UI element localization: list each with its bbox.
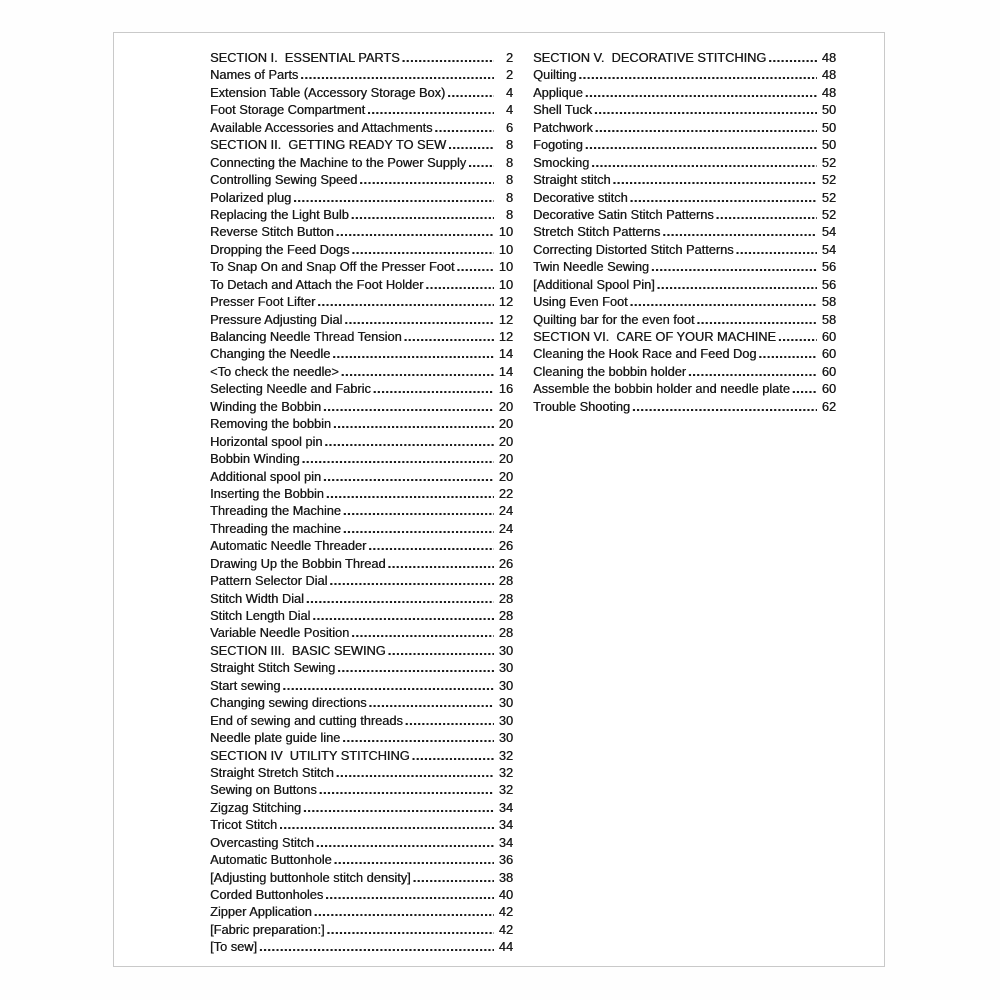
toc-entry-label: Quilting bar for the even foot — [533, 311, 695, 327]
dot-leader — [327, 921, 494, 938]
dot-leader — [343, 502, 494, 519]
toc-entry — [533, 258, 836, 275]
toc-section-entry — [210, 747, 513, 764]
toc-entry-label: SECTION II. GETTING READY TO SEW — [210, 137, 447, 153]
toc-entry-page-number: 30 — [498, 677, 513, 693]
toc-entry-page-number: 48 — [821, 67, 836, 83]
toc-entry-page-number: 34 — [498, 834, 513, 850]
dot-leader — [319, 781, 494, 798]
toc-entry-label: Inserting the Bobbin — [210, 485, 324, 501]
toc-entry-page-number: 20 — [498, 468, 513, 484]
dot-leader — [342, 729, 494, 746]
toc-entry-page-number: 10 — [498, 224, 513, 240]
toc-entry-label: To Detach and Attach the Foot Holder — [210, 276, 424, 292]
dot-leader — [468, 154, 494, 171]
toc-entry-page-number: 4 — [505, 102, 513, 118]
toc-entry-label: Pressure Adjusting Dial — [210, 311, 343, 327]
toc-entry-page-number: 32 — [498, 782, 513, 798]
dot-leader — [333, 415, 494, 432]
toc-entry-label: Decorative stitch — [533, 189, 628, 205]
toc-entry-page-number: 60 — [821, 346, 836, 362]
dot-leader — [716, 206, 817, 223]
toc-section-entry — [533, 49, 836, 66]
toc-entry-label: SECTION III. BASIC SEWING — [210, 642, 386, 658]
toc-entry-label: Fogoting — [533, 137, 583, 153]
dot-leader — [388, 642, 494, 659]
dot-leader — [578, 66, 817, 83]
toc-entry-label: Sewing on Buttons — [210, 782, 317, 798]
toc-entry-page-number: 62 — [821, 398, 836, 414]
toc-entry-page-number: 10 — [498, 276, 513, 292]
toc-entry-label: Pattern Selector Dial — [210, 573, 328, 589]
toc-entry — [210, 189, 513, 206]
toc-entry-page-number: 30 — [498, 642, 513, 658]
toc-entry-page-number: 32 — [498, 747, 513, 763]
toc-entry-label: Connecting the Machine to the Power Supply — [210, 154, 467, 170]
dot-leader — [334, 851, 494, 868]
toc-entry — [210, 764, 513, 781]
dot-leader — [792, 380, 817, 397]
toc-section-entry — [210, 136, 513, 153]
toc-entry — [210, 886, 513, 903]
toc-entry-label: Decorative Satin Stitch Patterns — [533, 206, 714, 222]
toc-entry-page-number: 20 — [498, 433, 513, 449]
toc-entry-label: Overcasting Stitch — [210, 834, 314, 850]
toc-entry — [533, 189, 836, 206]
toc-entry-label: <To check the needle> — [210, 363, 339, 379]
dot-leader — [585, 136, 817, 153]
dot-leader — [434, 119, 494, 136]
toc-entry — [533, 101, 836, 118]
toc-entry-page-number: 48 — [821, 50, 836, 65]
dot-leader — [412, 747, 494, 764]
toc-entry-page-number: 60 — [821, 329, 836, 344]
toc-entry-label: Needle plate guide line — [210, 730, 341, 746]
toc-entry-page-number: 14 — [498, 363, 513, 379]
toc-entry-label: Straight Stretch Stitch — [210, 764, 334, 780]
toc-entry — [210, 293, 513, 310]
toc-entry-page-number: 60 — [821, 381, 836, 397]
dot-leader — [662, 223, 817, 240]
toc-entry-label: Polarized plug — [210, 189, 292, 205]
toc-entry-label: SECTION IV UTILITY STITCHING — [210, 747, 410, 763]
toc-entry-label: Tricot Stitch — [210, 817, 278, 833]
dot-leader — [368, 537, 494, 554]
toc-entry — [533, 66, 836, 83]
dot-leader — [336, 223, 494, 240]
toc-entry — [210, 415, 513, 432]
dot-leader — [341, 363, 494, 380]
dot-leader — [696, 311, 817, 328]
toc-entry — [210, 834, 513, 851]
toc-entry-page-number: 34 — [498, 799, 513, 815]
toc-entry-label: Controlling Sewing Speed — [210, 172, 358, 188]
toc-entry-label: End of sewing and cutting threads — [210, 712, 403, 728]
toc-entry — [533, 241, 836, 258]
toc-entry-label: Stitch Length Dial — [210, 608, 311, 623]
toc-entry-label: SECTION I. ESSENTIAL PARTS — [210, 50, 400, 65]
toc-entry-page-number: 4 — [505, 84, 513, 100]
toc-entry-label: Cleaning the Hook Race and Feed Dog — [533, 346, 757, 362]
dot-leader — [632, 398, 817, 415]
dot-leader — [316, 834, 494, 851]
dot-leader — [337, 659, 494, 676]
toc-section-entry — [533, 328, 836, 345]
toc-entry-label: Presser Foot Lifter — [210, 294, 316, 310]
toc-entry-page-number: 8 — [505, 137, 513, 153]
toc-entry — [210, 712, 513, 729]
toc-entry-label: Patchwork — [533, 119, 593, 135]
toc-entry-label: Names of Parts — [210, 67, 299, 83]
dot-leader — [351, 241, 494, 258]
toc-entry-page-number: 38 — [498, 869, 513, 885]
dot-leader — [736, 241, 817, 258]
dot-leader — [387, 555, 494, 572]
dot-leader — [367, 101, 494, 118]
dot-leader — [259, 938, 494, 955]
toc-entry — [210, 258, 513, 275]
toc-entry-page-number: 28 — [498, 625, 513, 641]
toc-entry — [210, 345, 513, 362]
dot-leader — [778, 328, 817, 345]
dot-leader — [314, 903, 494, 920]
toc-entry-page-number: 8 — [505, 154, 513, 170]
toc-entry-label: Automatic Needle Threader — [210, 538, 367, 554]
dot-leader — [332, 345, 494, 362]
toc-entry — [210, 677, 513, 694]
toc-entry — [210, 223, 513, 240]
toc-entry-page-number: 28 — [498, 573, 513, 589]
toc-entry — [210, 171, 513, 188]
dot-leader — [447, 84, 494, 101]
toc-entry — [210, 276, 513, 293]
manual-toc-page — [113, 32, 885, 967]
dot-leader — [594, 101, 817, 118]
toc-entry-label: Automatic Buttonhole — [210, 852, 332, 868]
toc-entry — [210, 921, 513, 938]
dot-leader — [758, 345, 817, 362]
toc-entry-label: SECTION VI. CARE OF YOUR MACHINE — [533, 329, 776, 344]
dot-leader — [323, 398, 494, 415]
toc-entry-label: Corded Buttonholes — [210, 887, 324, 902]
toc-entry — [210, 433, 513, 450]
table-of-contents — [210, 49, 836, 956]
dot-leader — [293, 189, 494, 206]
toc-entry-page-number: 52 — [821, 154, 836, 170]
dot-leader — [402, 49, 494, 66]
toc-entry — [210, 398, 513, 415]
toc-entry-page-number: 42 — [498, 921, 513, 937]
toc-entry-page-number: 24 — [498, 520, 513, 536]
dot-leader — [329, 572, 494, 589]
toc-entry-page-number: 60 — [821, 363, 836, 379]
toc-entry-label: Changing sewing directions — [210, 695, 367, 711]
toc-entry-page-number: 52 — [821, 189, 836, 205]
toc-entry-page-number: 6 — [505, 119, 513, 135]
dot-leader — [448, 136, 494, 153]
toc-entry-page-number: 56 — [821, 276, 836, 292]
toc-entry — [210, 537, 513, 554]
dot-leader — [323, 468, 494, 485]
toc-entry — [210, 66, 513, 83]
toc-entry-page-number: 16 — [498, 381, 513, 397]
dot-leader — [300, 66, 494, 83]
toc-entry — [210, 84, 513, 101]
toc-entry-page-number: 10 — [498, 259, 513, 275]
dot-leader — [768, 49, 817, 66]
toc-entry-label: Quilting — [533, 67, 577, 83]
toc-entry-page-number: 30 — [498, 695, 513, 711]
toc-entry — [210, 555, 513, 572]
toc-entry — [210, 154, 513, 171]
toc-entry-page-number: 2 — [505, 67, 513, 83]
toc-entry — [533, 206, 836, 223]
toc-entry — [210, 781, 513, 798]
dot-leader — [404, 328, 494, 345]
dot-leader — [688, 363, 817, 380]
toc-entry-label: Using Even Foot — [533, 294, 628, 310]
toc-entry — [533, 136, 836, 153]
toc-entry — [533, 119, 836, 136]
toc-entry-page-number: 52 — [821, 172, 836, 188]
toc-entry-label: Foot Storage Compartment — [210, 102, 366, 118]
dot-leader — [369, 694, 495, 711]
toc-entry — [533, 84, 836, 101]
toc-entry-page-number: 12 — [498, 294, 513, 310]
toc-entry-label: Threading the machine — [210, 520, 341, 536]
toc-entry — [533, 345, 836, 362]
toc-entry-page-number: 8 — [505, 189, 513, 205]
toc-entry-page-number: 44 — [498, 939, 513, 955]
toc-entry — [210, 485, 513, 502]
dot-leader — [279, 816, 494, 833]
toc-entry-label: Straight stitch — [533, 172, 611, 188]
toc-entry-page-number: 54 — [821, 241, 836, 257]
dot-leader — [324, 433, 494, 450]
toc-entry — [210, 363, 513, 380]
toc-entry-label: Threading the Machine — [210, 503, 341, 519]
dot-leader — [591, 154, 817, 171]
toc-entry — [210, 799, 513, 816]
toc-entry-label: Zigzag Stitching — [210, 799, 302, 815]
toc-entry — [210, 206, 513, 223]
toc-entry-label: Replacing the Light Bulb — [210, 206, 349, 222]
toc-entry-label: [To sew] — [210, 939, 257, 955]
toc-entry — [533, 293, 836, 310]
toc-entry — [210, 729, 513, 746]
toc-entry — [210, 590, 513, 607]
dot-leader — [585, 84, 817, 101]
toc-entry-label: Straight Stitch Sewing — [210, 660, 336, 676]
dot-leader — [425, 276, 494, 293]
toc-entry-page-number: 32 — [498, 764, 513, 780]
toc-entry-page-number: 14 — [498, 346, 513, 362]
toc-entry — [210, 119, 513, 136]
dot-leader — [456, 258, 494, 275]
dot-leader — [413, 869, 494, 886]
toc-entry-label: Shell Tuck — [533, 102, 593, 118]
toc-entry-page-number: 54 — [821, 224, 836, 240]
toc-entry — [533, 154, 836, 171]
toc-entry-label: Drawing Up the Bobbin Thread — [210, 555, 386, 571]
toc-entry-page-number: 52 — [821, 206, 836, 222]
toc-entry-page-number: 36 — [498, 852, 513, 868]
toc-entry-page-number: 34 — [498, 817, 513, 833]
toc-entry — [210, 101, 513, 118]
toc-entry — [533, 276, 836, 293]
toc-entry — [210, 659, 513, 676]
toc-entry — [210, 468, 513, 485]
dot-leader — [312, 607, 494, 624]
toc-entry — [210, 380, 513, 397]
toc-section-entry — [210, 49, 513, 66]
toc-entry-label: Stitch Width Dial — [210, 590, 304, 606]
toc-section-entry — [210, 642, 513, 659]
toc-column-left — [210, 49, 513, 956]
dot-leader — [326, 485, 494, 502]
toc-entry — [210, 869, 513, 886]
toc-entry-page-number: 12 — [498, 311, 513, 327]
toc-entry-page-number: 12 — [498, 329, 513, 344]
dot-leader — [405, 712, 494, 729]
toc-entry-label: Assemble the bobbin holder and needle plate — [533, 381, 790, 397]
toc-entry — [210, 572, 513, 589]
toc-entry — [210, 241, 513, 258]
toc-entry — [210, 816, 513, 833]
toc-entry-page-number: 50 — [821, 119, 836, 135]
dot-leader — [336, 764, 494, 781]
toc-entry-label: Applique — [533, 84, 583, 100]
toc-entry-label: Removing the bobbin — [210, 416, 331, 432]
toc-entry-label: Dropping the Feed Dogs — [210, 241, 350, 257]
dot-leader — [373, 380, 494, 397]
toc-entry-label: Bobbin Winding — [210, 451, 300, 467]
toc-entry-label: [Additional Spool Pin] — [533, 276, 655, 292]
toc-entry-page-number: 28 — [498, 608, 513, 623]
toc-entry — [210, 520, 513, 537]
dot-leader — [282, 677, 494, 694]
dot-leader — [325, 886, 494, 903]
dot-leader — [630, 189, 817, 206]
toc-entry — [533, 171, 836, 188]
toc-entry-page-number: 50 — [821, 137, 836, 153]
toc-entry-label: Twin Needle Sewing — [533, 259, 649, 275]
toc-entry-label: Available Accessories and Attachments — [210, 119, 433, 135]
dot-leader — [630, 293, 817, 310]
toc-entry-page-number: 40 — [498, 887, 513, 902]
toc-entry-label: Horizontal spool pin — [210, 433, 323, 449]
toc-entry-label: Stretch Stitch Patterns — [533, 224, 661, 240]
toc-entry-page-number: 28 — [498, 590, 513, 606]
toc-entry-label: [Fabric preparation:] — [210, 921, 325, 937]
toc-entry-page-number: 10 — [498, 241, 513, 257]
toc-entry — [210, 903, 513, 920]
toc-entry — [210, 694, 513, 711]
toc-entry-page-number: 2 — [505, 50, 513, 65]
toc-entry-label: Selecting Needle and Fabric — [210, 381, 371, 397]
toc-entry-page-number: 48 — [821, 84, 836, 100]
toc-entry-label: Balancing Needle Thread Tension — [210, 329, 402, 344]
toc-entry-page-number: 30 — [498, 660, 513, 676]
toc-entry-label: Extension Table (Accessory Storage Box) — [210, 84, 446, 100]
toc-entry-label: Changing the Needle — [210, 346, 331, 362]
dot-leader — [302, 450, 494, 467]
toc-entry — [533, 398, 836, 415]
toc-entry-page-number: 56 — [821, 259, 836, 275]
toc-entry-page-number: 58 — [821, 294, 836, 310]
dot-leader — [351, 206, 494, 223]
dot-leader — [317, 293, 494, 310]
toc-entry-page-number: 50 — [821, 102, 836, 118]
toc-entry-label: SECTION V. DECORATIVE STITCHING — [533, 50, 767, 65]
toc-entry-page-number: 8 — [505, 172, 513, 188]
toc-entry — [210, 851, 513, 868]
toc-entry-label: Correcting Distorted Stitch Patterns — [533, 241, 734, 257]
dot-leader — [657, 276, 817, 293]
toc-entry-page-number: 26 — [498, 555, 513, 571]
dot-leader — [595, 119, 817, 136]
dot-leader — [306, 590, 494, 607]
toc-entry-label: Additional spool pin — [210, 468, 321, 484]
toc-entry — [210, 502, 513, 519]
toc-entry-label: [Adjusting buttonhole stitch density] — [210, 869, 411, 885]
dot-leader — [343, 520, 494, 537]
toc-entry — [210, 311, 513, 328]
toc-entry — [210, 938, 513, 955]
toc-entry — [210, 607, 513, 624]
toc-entry-label: Winding the Bobbin — [210, 398, 321, 414]
toc-entry-label: Start sewing — [210, 677, 281, 693]
toc-entry-label: Reverse Stitch Button — [210, 224, 334, 240]
toc-entry — [533, 223, 836, 240]
toc-column-right — [533, 49, 836, 956]
toc-entry — [533, 380, 836, 397]
toc-entry-page-number: 42 — [498, 904, 513, 920]
toc-entry-label: Cleaning the bobbin holder — [533, 363, 686, 379]
toc-entry-label: Variable Needle Position — [210, 625, 350, 641]
toc-entry-label: Zipper Application — [210, 904, 312, 920]
dot-leader — [344, 311, 494, 328]
toc-entry — [210, 450, 513, 467]
dot-leader — [613, 171, 817, 188]
dot-leader — [303, 799, 494, 816]
toc-entry-page-number: 24 — [498, 503, 513, 519]
toc-entry-page-number: 22 — [498, 485, 513, 501]
toc-entry-page-number: 20 — [498, 398, 513, 414]
toc-entry — [533, 311, 836, 328]
toc-entry-label: To Snap On and Snap Off the Presser Foot — [210, 259, 455, 275]
toc-entry — [533, 363, 836, 380]
dot-leader — [359, 171, 494, 188]
toc-entry-page-number: 20 — [498, 416, 513, 432]
toc-entry-page-number: 8 — [505, 206, 513, 222]
dot-leader — [351, 624, 494, 641]
toc-entry — [210, 624, 513, 641]
toc-entry — [210, 328, 513, 345]
toc-entry-label: Smocking — [533, 154, 590, 170]
dot-leader — [651, 258, 817, 275]
toc-entry-page-number: 30 — [498, 712, 513, 728]
toc-entry-label: Trouble Shooting — [533, 398, 630, 414]
toc-entry-page-number: 20 — [498, 451, 513, 467]
toc-entry-page-number: 30 — [498, 730, 513, 746]
toc-entry-page-number: 26 — [498, 538, 513, 554]
toc-entry-page-number: 58 — [821, 311, 836, 327]
